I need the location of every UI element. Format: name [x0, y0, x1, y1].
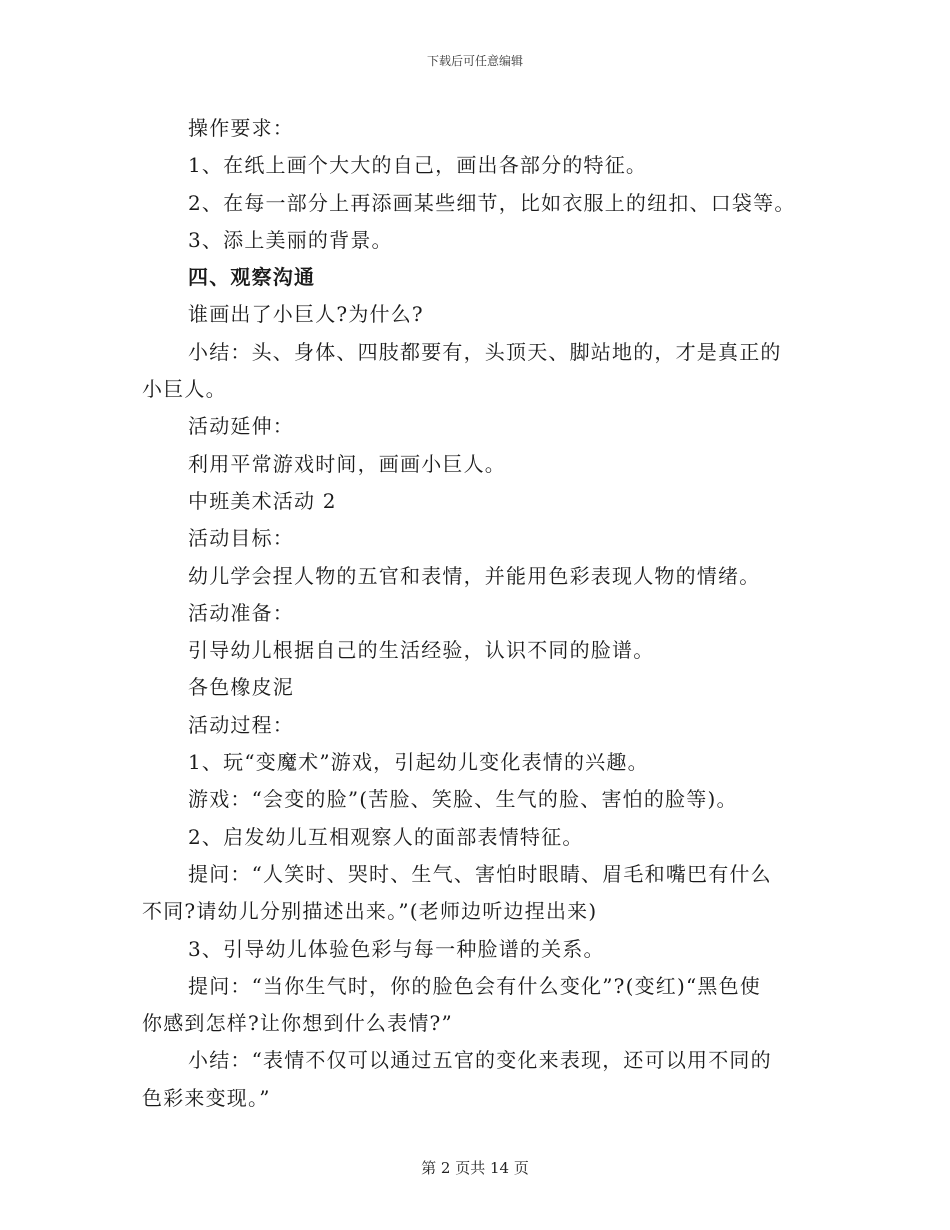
text-line: 小巨人。	[142, 377, 227, 402]
page-footer: 第 2 页共 14 页	[421, 1159, 529, 1177]
text-line: 活动延伸：	[188, 414, 294, 439]
text-line: 小结：“表情不仅可以通过五官的变化来表现，还可以用不同的	[188, 1048, 772, 1073]
page-header: 下载后可任意编辑	[426, 54, 523, 68]
text-line: 幼儿学会捏人物的五官和表情，并能用色彩表现人物的情绪。	[188, 563, 761, 588]
text-line: 谁画出了小巨人?为什么?	[188, 302, 424, 327]
text-line: 引导幼儿根据自己的生活经验，认识不同的脸谱。	[188, 638, 655, 663]
text-line: 2、在每一部分上再添画某些细节，比如衣服上的纽扣、口袋等。	[188, 190, 796, 215]
text-line: 色彩来变现。”	[142, 1085, 271, 1110]
text-line: 游戏：“会变的脸”(苦脸、笑脸、生气的脸、害怕的脸等)。	[188, 787, 738, 812]
text-line: 2、启发幼儿互相观察人的面部表情特征。	[188, 824, 584, 849]
text-line: 提问：“当你生气时，你的脸色会有什么变化”?(变红)“黑色使	[188, 973, 762, 998]
text-line: 小结：头、身体、四肢都要有，头顶天、脚站地的，才是真正的	[188, 339, 782, 364]
text-line: 利用平常游戏时间，画画小巨人。	[188, 451, 506, 476]
text-line: 提问：“人笑时、哭时、生气、害怕时眼睛、眉毛和嘴巴有什么	[188, 861, 772, 886]
text-line: 1、在纸上画个大大的自己，画出各部分的特征。	[188, 153, 648, 178]
text-line: 中班美术活动 2	[188, 488, 337, 513]
text-line: 3、添上美丽的背景。	[188, 227, 393, 252]
text-line: 各色橡皮泥	[188, 675, 294, 700]
section-heading: 四、观察沟通	[188, 265, 316, 290]
text-line: 你感到怎样?让你想到什么表情?”	[142, 1011, 453, 1036]
text-line: 3、引导幼儿体验色彩与每一种脸谱的关系。	[188, 936, 605, 961]
text-line: 活动过程：	[188, 712, 294, 737]
text-line: 活动准备：	[188, 600, 294, 625]
document-body	[142, 110, 814, 1117]
text-line: 不同?请幼儿分别描述出来。”(老师边听边捏出来)	[142, 899, 598, 924]
text-line: 1、玩“变魔术”游戏，引起幼儿变化表情的兴趣。	[188, 750, 649, 775]
text-line: 操作要求：	[188, 116, 294, 140]
text-line: 活动目标：	[188, 526, 294, 551]
